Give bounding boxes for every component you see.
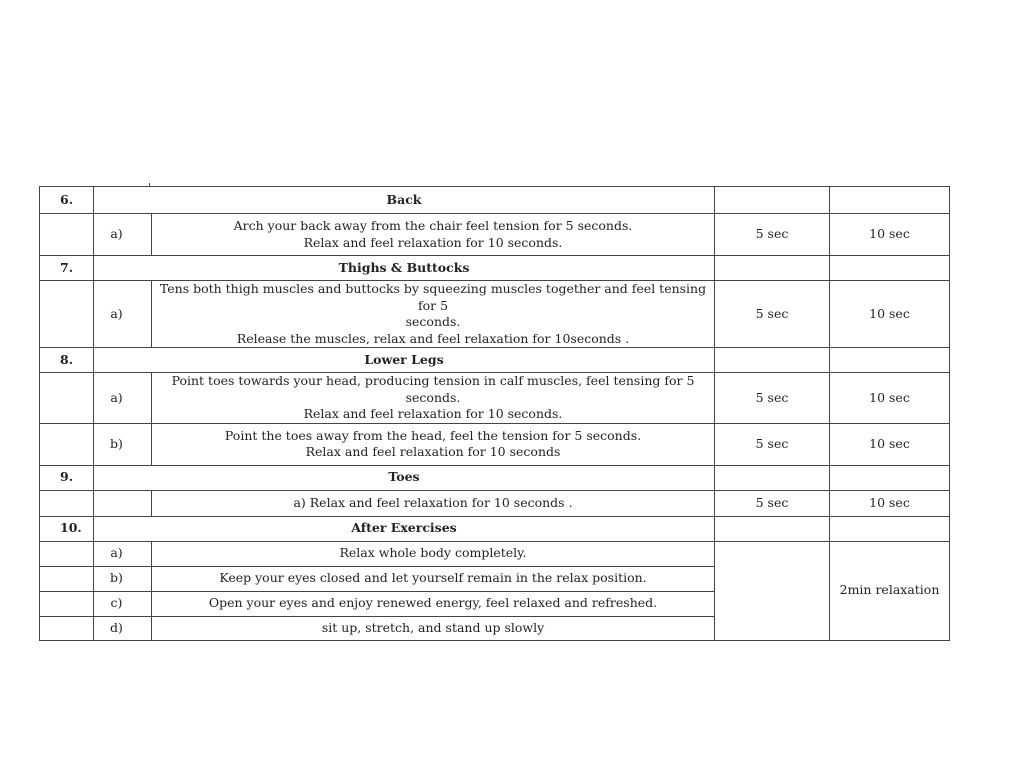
empty-cell (715, 187, 830, 214)
empty-cell (40, 214, 94, 256)
step-instruction (152, 423, 715, 465)
section-title: Lower Legs (94, 348, 715, 373)
step-row (40, 423, 950, 465)
step-label: c) (94, 591, 152, 616)
relaxation-exercise-table (39, 186, 950, 641)
step-label: b) (94, 423, 152, 465)
step-label: a) (94, 214, 152, 256)
step-label: a) (94, 541, 152, 566)
step-label: b) (94, 566, 152, 591)
section-title: Back (94, 187, 715, 214)
step-instruction: Open your eyes and enjoy renewed energy, feel relaxed and refreshed. (152, 591, 715, 616)
empty-cell (715, 516, 830, 541)
empty-cell (715, 256, 830, 281)
section-header-row (40, 187, 950, 214)
empty-cell (830, 256, 950, 281)
instruction-line: Release the muscles, relax and feel relaxation for 10seconds . (236, 330, 630, 346)
section-header-row (40, 348, 950, 373)
empty-cell (40, 423, 94, 465)
relax-duration: 10 sec (830, 423, 950, 465)
relax-duration: 2min relaxation (830, 541, 950, 640)
step-instruction: Keep your eyes closed and let yourself remain in the relax position. (152, 566, 715, 591)
section-header-row (40, 516, 950, 541)
empty-cell (830, 465, 950, 490)
step-instruction (152, 281, 715, 348)
step-label: a) (94, 373, 152, 424)
empty-cell (40, 541, 94, 566)
empty-cell (40, 566, 94, 591)
step-row (40, 490, 950, 516)
tension-duration: 5 sec (715, 373, 830, 424)
instruction-line: Point toes towards your head, producing tension in calf muscles, feel tensing for 5 seconds. (171, 373, 695, 405)
empty-cell (40, 591, 94, 616)
section-number: 10. (40, 516, 94, 541)
step-instruction (152, 214, 715, 256)
tension-duration: 5 sec (715, 214, 830, 256)
empty-cell (830, 187, 950, 214)
step-row (40, 281, 950, 348)
empty-cell (40, 490, 94, 516)
empty-cell (40, 281, 94, 348)
empty-cell (40, 616, 94, 640)
relax-duration: 10 sec (830, 490, 950, 516)
section-title: Thighs & Buttocks (94, 256, 715, 281)
tension-duration: 5 sec (715, 423, 830, 465)
section-number: 9. (40, 465, 94, 490)
empty-cell (94, 490, 152, 516)
instruction-line: Arch your back away from the chair feel tension for 5 seconds. (233, 218, 633, 233)
step-label: a) (94, 281, 152, 348)
tension-duration: 5 sec (715, 281, 830, 348)
step-row (40, 214, 950, 256)
relax-duration: 10 sec (830, 214, 950, 256)
step-instruction: sit up, stretch, and stand up slowly (152, 616, 715, 640)
section-title: After Exercises (94, 516, 715, 541)
section-title: Toes (94, 465, 715, 490)
tension-duration: 5 sec (715, 490, 830, 516)
empty-cell (715, 541, 830, 640)
empty-cell (830, 516, 950, 541)
instruction-line: seconds. (405, 314, 461, 329)
instruction-line: Point the toes away from the head, feel the tension for 5 seconds. (224, 427, 642, 443)
step-instruction: a) Relax and feel relaxation for 10 seconds . (152, 490, 715, 516)
empty-cell (715, 348, 830, 373)
section-number: 7. (40, 256, 94, 281)
step-instruction: Relax whole body completely. (152, 541, 715, 566)
instruction-line: Relax and feel relaxation for 10 seconds (305, 444, 561, 459)
step-instruction (152, 373, 715, 424)
step-row (40, 541, 950, 566)
section-header-row (40, 256, 950, 281)
relax-duration: 10 sec (830, 281, 950, 348)
empty-cell (715, 465, 830, 490)
step-label: d) (94, 616, 152, 640)
relax-duration: 10 sec (830, 373, 950, 424)
instruction-line: Tens both thigh muscles and buttocks by squeezing muscles together and feel tensing for 5 (159, 281, 707, 313)
instruction-line: Relax and feel relaxation for 10 seconds. (303, 406, 563, 421)
empty-cell (830, 348, 950, 373)
step-row (40, 373, 950, 424)
section-number: 8. (40, 348, 94, 373)
empty-cell (40, 373, 94, 424)
section-header-row (40, 465, 950, 490)
instruction-line: Relax and feel relaxation for 10 seconds. (303, 234, 563, 250)
section-number: 6. (40, 187, 94, 214)
